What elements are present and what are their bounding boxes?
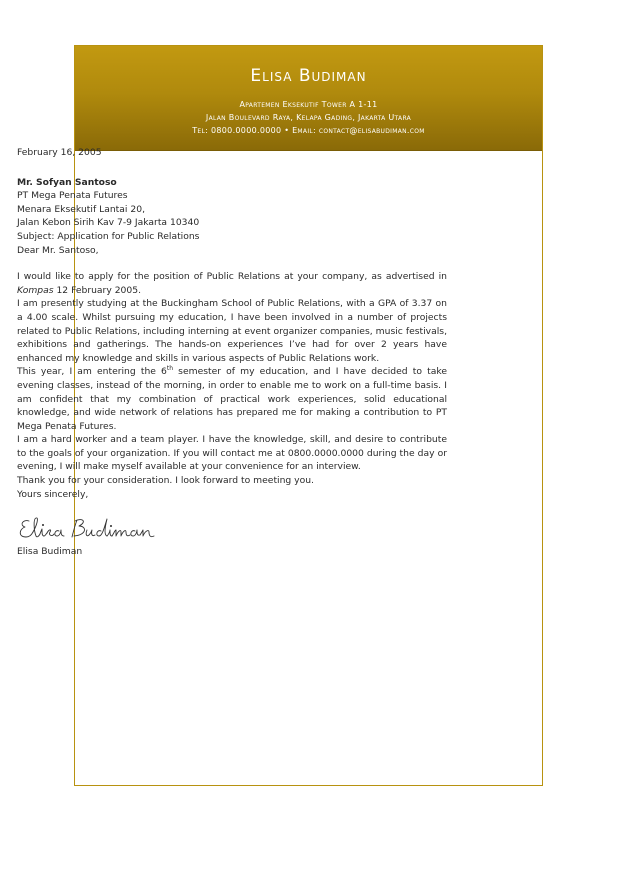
recipient-address-line2: Jalan Kebon Sirih Kav 7-9 Jakarta 10340 [17,217,200,229]
sender-address-line1: Apartemen Eksekutif Tower A 1-11 [239,100,378,109]
paragraph-2: I am presently studying at the Buckingham School of Public Relations, with a GPA of 3.37 on a 4.00 scale. Whilst pursuing my education, I have been involved in a number of projects related to Public Relations, including interning at event organizer companies, music festivals, exhibitions and gatherings. The hands-on experiences I’ve had for over 2 years have enhanced my knowledge and skills in various aspects of Public Relations work. [17,298,447,364]
letterhead [75,46,542,151]
paragraph-1-text-b: 12 February 2005. [53,284,141,296]
paragraph-3-text-b: semester of my education, and I have decided to take evening classes, instead of the morning, in order to enable me to work on a full-time basis. I am confident that my combination of practical work experiences, solid educational knowledge, and wide network of relations has prepared me for making a contribution to PT Mega Penata Futures. [17,366,447,432]
signature-drawing [17,511,157,545]
letter-date: February 16, 2005 [17,147,102,158]
letter-body [17,146,447,559]
handwritten-signature [17,511,447,545]
recipient-name: Mr. Sofyan Santoso [17,176,117,188]
salutation: Dear Mr. Santoso, [17,244,99,256]
closing: Yours sincerely, [17,488,89,500]
letter-subject: Subject: Application for Public Relations [17,230,200,242]
recipient-block [17,176,447,230]
signer-name: Elisa Budiman [17,546,83,558]
paragraph-1 [17,270,447,297]
paragraph-3 [17,365,447,433]
sender-address-line2: Jalan Boulevard Raya, Kelapa Gading, Jakarta Utara [205,113,412,122]
sender-name: Elisa Budiman [250,66,367,86]
publication-name: Kompas [17,284,54,296]
paragraph-3-text-a: This year, I am entering the 6 [17,366,167,378]
recipient-company: PT Mega Penata Futures [17,190,128,202]
paragraph-5: Thank you for your consideration. I look forward to meeting you. [17,475,314,487]
sender-contact-line: Tel: 0800.0000.0000 • Email: contact@elisabudiman.com [192,126,425,135]
paragraph-4: I am a hard worker and a team player. I have the knowledge, skill, and desire to contribute to the goals of your organization. If you will contact me at 0800.0000.0000 during the day or evening, I will make myself available at your convenience for an interview. [17,434,447,473]
ordinal-suffix: th [166,365,174,373]
recipient-address-line1: Menara Eksekutif Lantai 20, [17,203,145,215]
paragraph-1-text-a: I would like to apply for the position of Public Relations at your company, as advertised in [17,271,447,283]
